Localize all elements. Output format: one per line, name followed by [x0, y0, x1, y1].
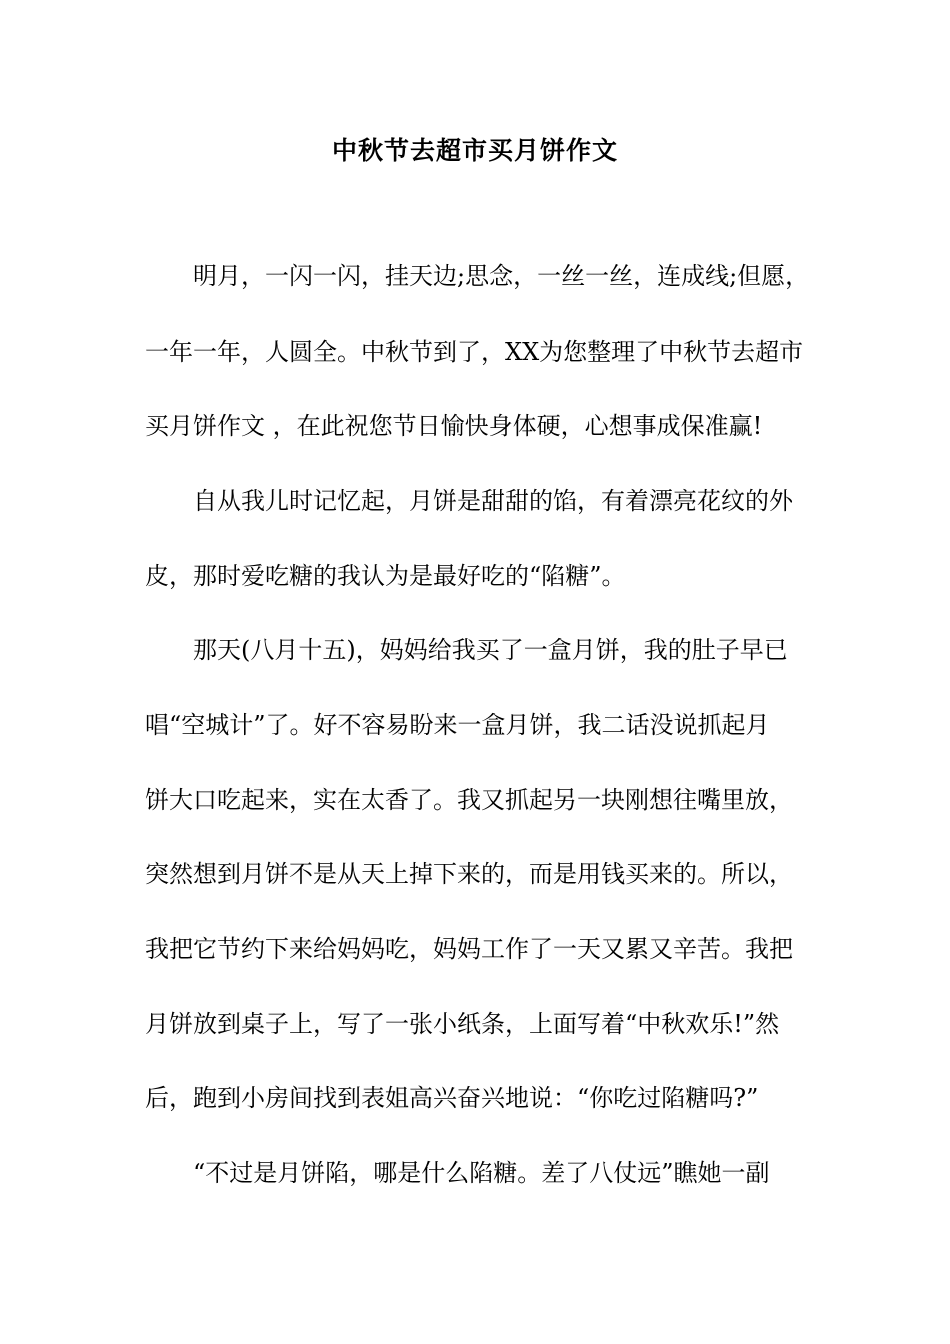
paragraph-3-line-2: 唱“空城计”了。好不容易盼来一盒月饼，我二话没说抓起月 [145, 711, 770, 739]
paragraph-2-line-2: 皮，那时爱吃糖的我认为是最好吃的“陷糖”。 [145, 562, 626, 590]
paragraph-2-line-1: 自从我儿时记忆起，月饼是甜甜的馅，有着漂亮花纹的外 [193, 487, 793, 515]
paragraph-1-line-2: 一年一年，人圆全。中秋节到了，XX为您整理了中秋节去超市 [145, 338, 804, 366]
paragraph-3-line-7: 后，跑到小房间找到表姐高兴奋兴地说：“你吃过陷糖吗?” [145, 1084, 759, 1112]
paragraph-1-line-3: 买月饼作文 ，在此祝您节日愉快身体硬，心想事成保准赢! [145, 412, 763, 440]
paragraph-3-line-6: 月饼放到桌子上，写了一张小纸条，上面写着“中秋欢乐!”然 [145, 1010, 780, 1038]
paragraph-1-line-1: 明月，一闪一闪，挂天边;思念，一丝一丝，连成线;但愿， [193, 262, 810, 290]
paragraph-3-line-5: 我把它节约下来给妈妈吃，妈妈工作了一天又累又辛苦。我把 [145, 935, 793, 963]
document-title: 中秋节去超市买月饼作文 [331, 136, 618, 165]
paragraph-3-line-4: 突然想到月饼不是从天上掉下来的，而是用钱买来的。所以， [145, 860, 793, 888]
paragraph-3-line-3: 饼大口吃起来，实在太香了。我又抓起另一块刚想往嘴里放， [145, 786, 793, 814]
paragraph-3-line-1: 那天(八月十五)，妈妈给我买了一盒月饼，我的肚子早已 [193, 636, 788, 664]
paragraph-4-line-1: “不过是月饼陷，哪是什么陷糖。差了八仗远”瞧她一副 [193, 1159, 770, 1187]
